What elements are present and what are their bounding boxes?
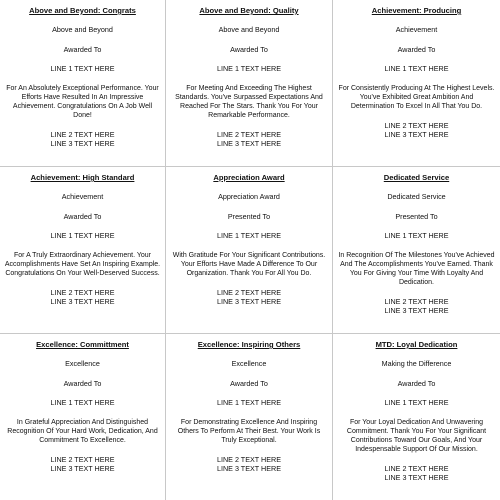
card-title: Excellence: Inspiring Others [197, 340, 301, 349]
card-awarded-label: Awarded To [397, 378, 436, 388]
award-card [166, 167, 333, 334]
card-heading: Achievement [395, 25, 438, 34]
award-card [333, 167, 500, 334]
card-line-3: LINE 3 TEXT HERE [50, 297, 115, 306]
card-title: Excellence: Committment [36, 340, 129, 349]
card-awarded-label: Awarded To [63, 211, 102, 221]
card-line-2: LINE 2 TEXT HERE [50, 129, 115, 139]
card-line-2: LINE 2 TEXT HERE [384, 463, 449, 473]
card-line-3: LINE 3 TEXT HERE [384, 130, 449, 139]
card-title: Above and Beyond: Quality [199, 6, 299, 15]
card-title: Achievement: High Standard [30, 173, 135, 182]
card-line-2: LINE 2 TEXT HERE [384, 296, 449, 306]
card-awarded-label: Awarded To [230, 378, 268, 388]
card-line-1: LINE 1 TEXT HERE [216, 64, 282, 73]
card-line-2: LINE 2 TEXT HERE [216, 129, 282, 139]
card-message: For Your Loyal Dedication And Unwavering Commitment. Thank You For Your Significant Contributions Toward Our Goals, And Your Indespensable Support Of Our Mission. [346, 418, 487, 453]
card-heading: Achievement [61, 192, 104, 201]
card-message: For Demonstrating Excellence And Inspiring Others To Perform At Their Best. Your Work Is Truly Exceptional. [177, 418, 321, 444]
card-line-1: LINE 1 TEXT HERE [384, 398, 449, 407]
card-line-3: LINE 3 TEXT HERE [384, 306, 449, 315]
award-card [0, 167, 166, 334]
card-heading: Excellence [231, 359, 267, 368]
card-title: Above and Beyond: Congrats [29, 6, 136, 15]
card-line-2: LINE 2 TEXT HERE [216, 287, 282, 297]
card-awarded-label: Awarded To [63, 378, 102, 388]
card-title: Dedicated Service [383, 173, 450, 182]
card-title: Achievement: Producing [371, 6, 462, 15]
card-heading: Making the Difference [381, 359, 452, 368]
card-message: For An Absolutely Exceptional Performance. Your Efforts Have Resulted In An Impressive Achievement. Congratulations On A Job Well Done! [6, 84, 159, 119]
card-title: MTD: Loyal Dedication [375, 340, 458, 349]
award-card [333, 0, 500, 167]
award-card [0, 334, 166, 500]
award-card [333, 334, 500, 500]
card-awarded-label: Awarded To [397, 44, 436, 54]
card-line-1: LINE 1 TEXT HERE [216, 398, 282, 407]
card-line-3: LINE 3 TEXT HERE [216, 139, 282, 148]
card-heading: Above and Beyond [52, 25, 113, 34]
card-line-3: LINE 3 TEXT HERE [50, 139, 115, 148]
card-message: In Grateful Appreciation And Distinguished Recognition Of Your Hard Work, Dedication, And Commitment To Excellence. [7, 418, 158, 444]
card-line-1: LINE 1 TEXT HERE [50, 64, 115, 73]
card-line-1: LINE 1 TEXT HERE [50, 398, 115, 407]
card-message: For Meeting And Exceeding The Highest Standards. You've Surpassed Expectations And Reached For The Stars. Thank You For Your Remarkable Performance. [175, 84, 323, 119]
card-line-2: LINE 2 TEXT HERE [384, 120, 449, 130]
card-line-3: LINE 3 TEXT HERE [50, 464, 115, 473]
card-title: Appreciation Award [213, 173, 285, 182]
award-card [166, 0, 333, 167]
card-line-1: LINE 1 TEXT HERE [384, 231, 449, 240]
card-heading: Above and Beyond [218, 25, 280, 34]
card-line-2: LINE 2 TEXT HERE [216, 454, 282, 464]
card-heading: Excellence [65, 359, 100, 368]
award-card [166, 334, 333, 500]
card-awarded-label: Presented To [395, 211, 438, 221]
card-line-3: LINE 3 TEXT HERE [216, 297, 282, 306]
card-awarded-label: Presented To [227, 211, 271, 221]
card-heading: Dedicated Service [387, 192, 446, 201]
card-heading: Appreciation Award [218, 192, 280, 201]
card-line-2: LINE 2 TEXT HERE [50, 454, 115, 464]
card-message: With Gratitude For Your Significant Contributions. Your Efforts Have Made A Difference To Our Organization. Thank You For All You Do. [172, 251, 326, 277]
card-line-3: LINE 3 TEXT HERE [384, 473, 449, 482]
card-awarded-label: Awarded To [63, 44, 102, 54]
card-message: For Consistently Producing At The Highest Levels. You've Exhibited Great Ambition And Determination To Excel In All That You Do. [338, 84, 495, 110]
card-line-1: LINE 1 TEXT HERE [216, 231, 282, 240]
card-line-3: LINE 3 TEXT HERE [216, 464, 282, 473]
card-line-2: LINE 2 TEXT HERE [50, 287, 115, 297]
card-awarded-label: Awarded To [230, 44, 268, 54]
card-message: In Recognition Of The Milestones You've Achieved And The Accomplishments You've Earned. Thank You For Giving Your Time With Loyalty And Dedication. [338, 251, 495, 286]
card-message: For A Truly Extraordinary Achievement. Your Accomplishments Have Set An Inspiring Example. Congratulations On Your Well-Deserved Success. [4, 251, 161, 277]
award-card [0, 0, 166, 167]
card-line-1: LINE 1 TEXT HERE [384, 64, 449, 73]
card-line-1: LINE 1 TEXT HERE [50, 231, 115, 240]
